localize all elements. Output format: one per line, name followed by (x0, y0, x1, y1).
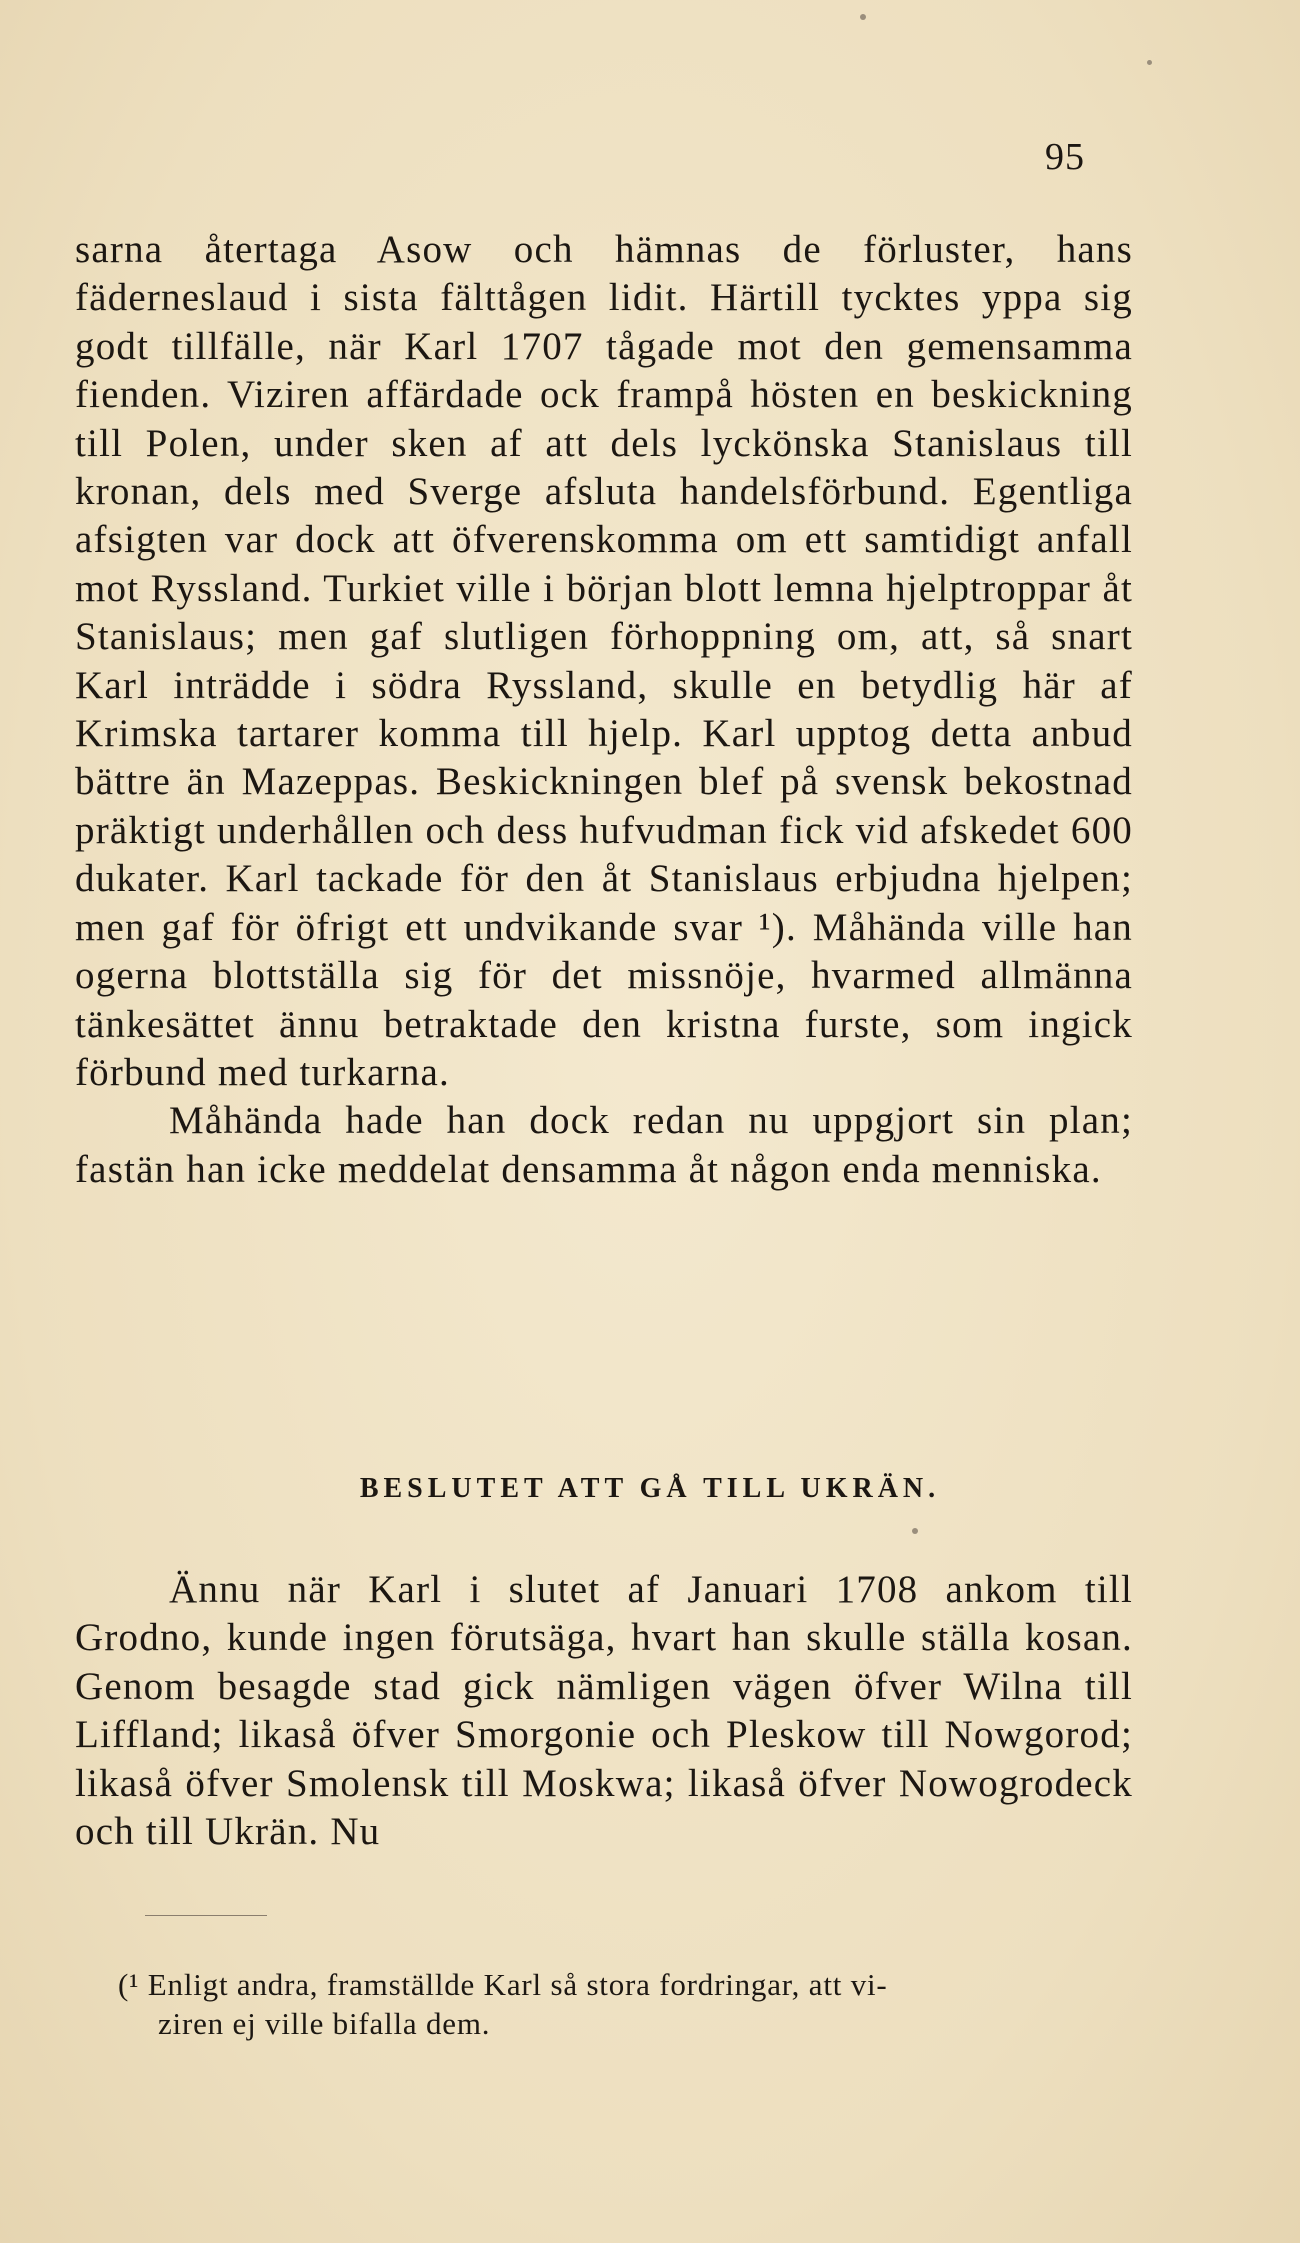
paper-speck (860, 14, 866, 20)
footnote (118, 1965, 1128, 2043)
paragraph: Måhända hade han dock redan nu uppgjort sin plan; fastän han icke meddelat densamma åt någon enda menniska. (75, 1099, 1133, 1191)
main-text (75, 226, 1133, 1194)
paragraph: Ännu när Karl i slutet af Januari 1708 ankom till Grodno, kunde ingen förutsäga, hvart han skulle ställa kosan. Genom besagde stad gick nämligen vägen öfver Wilna till Liffland; likaså öfver Smorgonie och Pleskow till Nowgorod; likaså öfver Smolensk till Moskwa; likaså öfver Nowogrodeck och till Ukrän. Nu (75, 1568, 1133, 1854)
footnote-line: Enligt andra, framställde Karl så stora fordringar, att vi- (147, 1967, 888, 2002)
paragraph: sarna återtaga Asow och hämnas de förluster, hans fäderneslaud i sista fälttågen lidit. Härtill tycktes yppa sig godt tillfälle, när Karl 1707 tågade mot den gemensamma fienden. Viziren affärdade ock frampå hösten en beskickning till Polen, under sken af att dels lyckönska Stanislaus till kronan, dels med Sverge afsluta handelsförbund. Egentliga afsigten var dock att öfverenskomma om ett samtidigt anfall mot Ryssland. Turkiet ville i början blott lemna hjelptroppar åt Stanislaus; men gaf slutligen förhoppning om, att, så snart Karl inträdde i södra Ryssland, skulle en betydlig här af Krimska tartarer komma till hjelp. Karl upptog detta anbud bättre än Mazeppas. Beskickningen blef på svensk bekostnad präktigt underhållen och dess hufvudman fick vid afskedet 600 dukater. Karl tackade för den åt Stanislaus erbjudna hjelpen; men gaf för öfrigt ett undvikande svar ¹). Måhända ville han ogerna blottställa sig för det missnöje, hvarmed allmänna tänkesättet ännu betraktade den kristna furste, som ingick förbund med turkarna. (75, 228, 1133, 1094)
paper-speck (912, 1528, 918, 1534)
section-heading: BESLUTET ATT GÅ TILL UKRÄN. (359, 1473, 941, 1504)
footnote-line: ziren ej ville bifalla dem. (158, 2006, 491, 2041)
section-text (75, 1566, 1133, 1856)
page-number: 95 (1045, 136, 1085, 178)
footnote-marker: (¹ (118, 1967, 140, 2002)
paper-speck (1147, 60, 1152, 65)
footnote-divider (145, 1915, 267, 1916)
